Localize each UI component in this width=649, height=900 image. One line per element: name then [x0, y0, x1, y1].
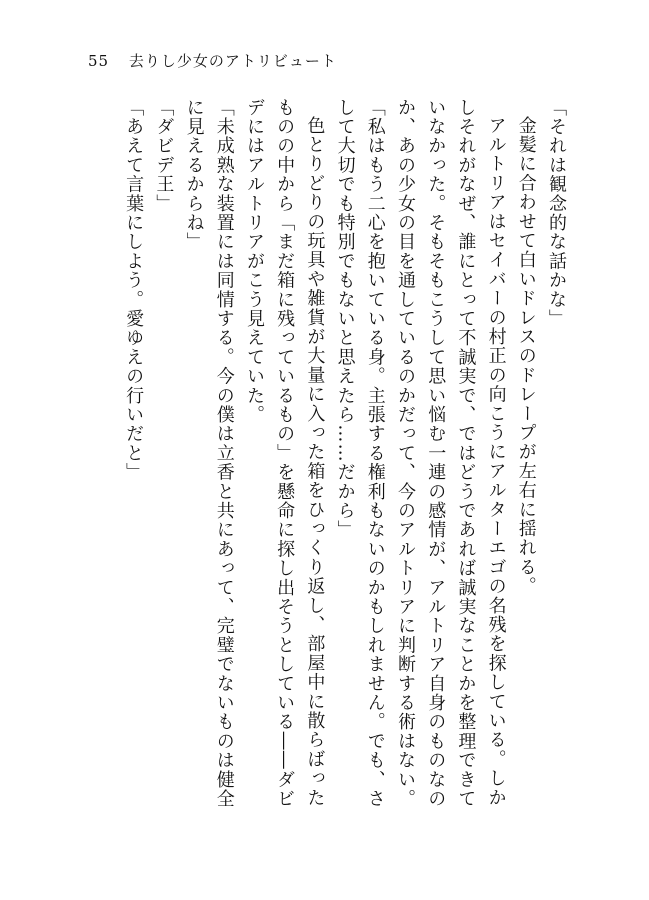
running-title: 去りし少女のアトリビュート [128, 52, 337, 70]
paragraph-narration: アルトリアはセイバーの村正の向こうにアルターエゴの名残を探している。しかしそれがなぜ、誰にとって不誠実で、ではどうであれば誠実なことかを整理できていなかった。そもそもこうして思い悩む一連の感情が、アルトリア自身のものなのか、あの少女の目を通しているのかだって、今のアルトリアに判断する術はない。 [394, 98, 507, 809]
paragraph-dialogue: 「あえて言葉にしよう。愛ゆえの行いだと」 [123, 98, 145, 482]
paragraph-dialogue: 「未成熟な装置には同情する。今の僕は立香と共にあって、完璧でないものは健全に見えるからね」 [183, 98, 235, 809]
paragraph-dialogue: 「それは観念的な話かな」 [546, 98, 567, 329]
page-header [88, 50, 337, 71]
paragraph-dialogue: 「私はもう二心を抱いている身。主張する権利もないのかもしれません。でも、さして大切でも特別でもないと思えたら……だから」 [334, 98, 386, 809]
paragraph-narration: 金髪に合わせて白いドレスのドレープが左右に揺れる。 [515, 116, 537, 596]
paragraph-narration: 色とりどりの玩具や雑貨が大量に入った箱をひっくり返し、部屋中に散らばったものの中から「まだ箱に残っているもの」を懸命に探し出そうとしている――ダビデにはアルトリアがこう見えていた。 [243, 98, 326, 809]
paragraph-dialogue: 「ダビデ王」 [153, 98, 175, 214]
body-text [123, 98, 571, 818]
page-number: 55 [88, 52, 110, 70]
